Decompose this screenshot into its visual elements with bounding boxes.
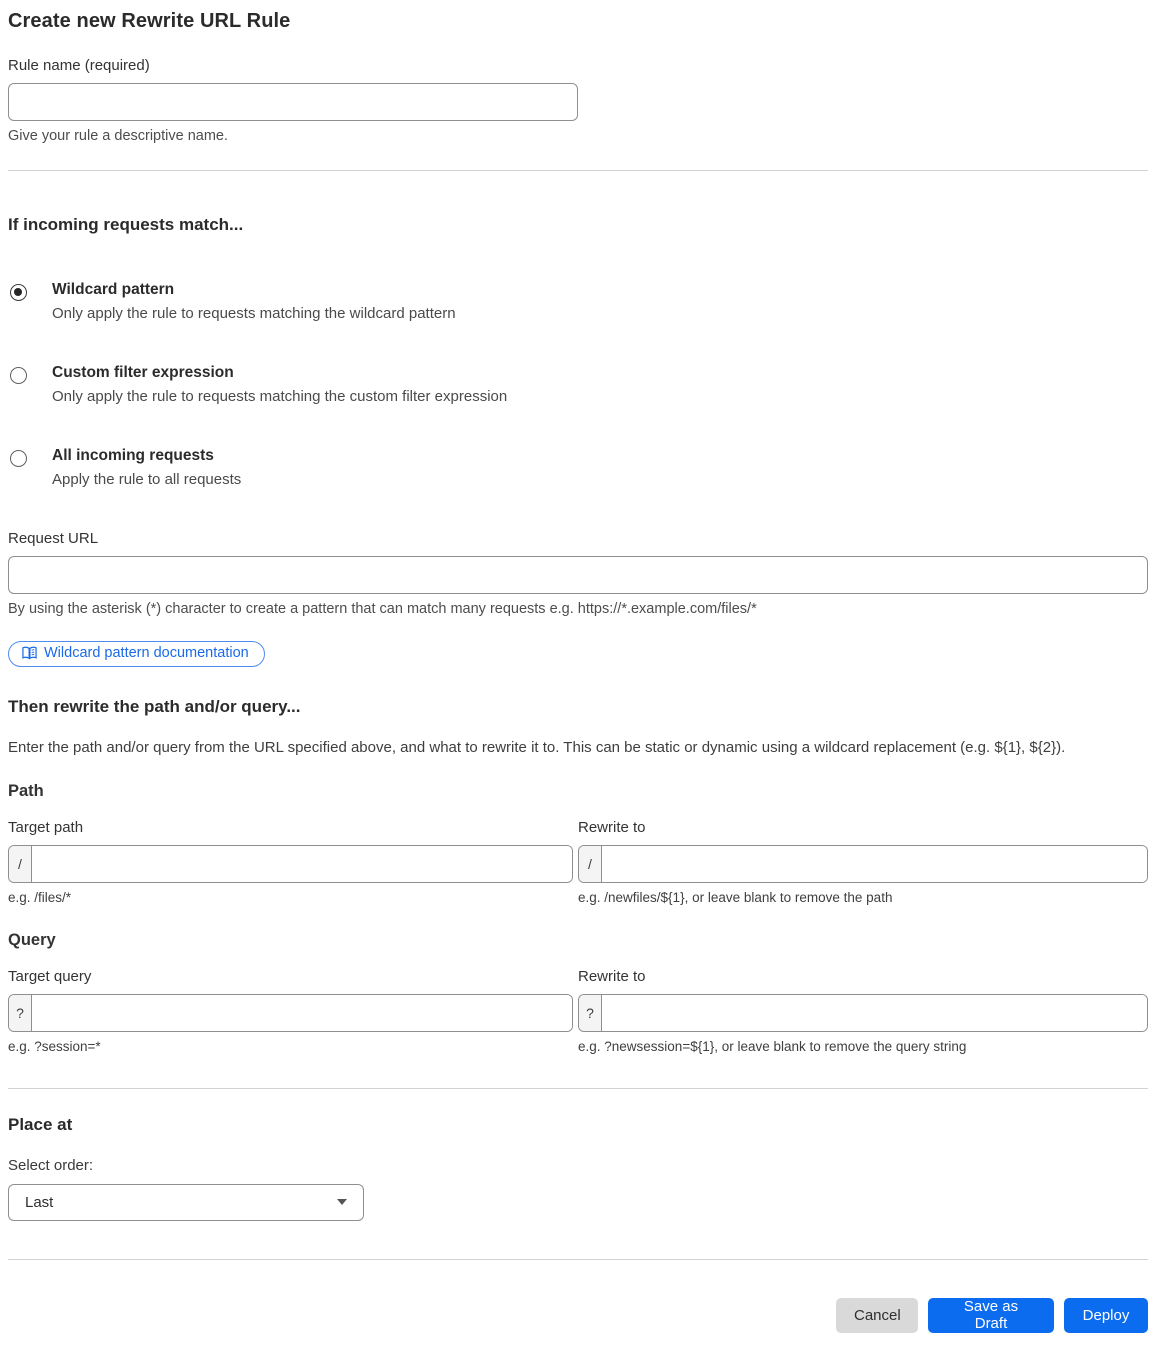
page-title: Create new Rewrite URL Rule bbox=[8, 10, 291, 32]
path-subheading: Path bbox=[8, 781, 44, 800]
radio-description: Apply the rule to all requests bbox=[52, 471, 242, 488]
query-rewrite-input-group bbox=[578, 994, 1148, 1032]
path-prefix: / bbox=[579, 846, 602, 882]
radio-button-icon[interactable] bbox=[10, 284, 27, 301]
wildcard-docs-button-label: Wildcard pattern documentation bbox=[44, 645, 249, 661]
rule-name-label: Rule name (required) bbox=[8, 57, 150, 74]
rewrite-section-heading: Then rewrite the path and/or query... bbox=[8, 696, 301, 716]
request-url-block bbox=[8, 530, 1148, 667]
match-section-heading: If incoming requests match... bbox=[8, 215, 244, 234]
target-query-input-group bbox=[8, 994, 573, 1032]
query-rewrite-help: e.g. ?newsession=${1}, or leave blank to remove the query string bbox=[578, 1038, 967, 1054]
chevron-down-icon bbox=[337, 1199, 347, 1205]
save-as-draft-button[interactable]: Save as Draft bbox=[928, 1298, 1054, 1333]
request-url-help: By using the asterisk (*) character to create a pattern that can match many requests e.g. https://*.example.com/files/* bbox=[8, 601, 757, 617]
path-prefix: / bbox=[9, 846, 32, 882]
query-rewrite-to-label: Rewrite to bbox=[578, 967, 646, 985]
radio-description: Only apply the rule to requests matching the custom filter expression bbox=[52, 388, 508, 405]
radio-option-all-requests[interactable] bbox=[8, 447, 1148, 488]
path-rewrite-input[interactable] bbox=[602, 846, 1147, 882]
divider bbox=[8, 1088, 1148, 1089]
deploy-button[interactable]: Deploy bbox=[1064, 1298, 1148, 1333]
target-path-input[interactable] bbox=[32, 846, 572, 882]
path-rewrite-to-label: Rewrite to bbox=[578, 818, 646, 836]
order-select[interactable] bbox=[8, 1184, 364, 1221]
query-rewrite-input[interactable] bbox=[602, 995, 1147, 1031]
divider bbox=[8, 170, 1148, 171]
path-row bbox=[8, 819, 1148, 905]
query-prefix: ? bbox=[9, 995, 32, 1031]
match-section bbox=[8, 215, 1148, 488]
target-path-help: e.g. /files/* bbox=[8, 889, 72, 905]
rewrite-section bbox=[8, 697, 1148, 1054]
rule-name-help: Give your rule a descriptive name. bbox=[8, 128, 229, 144]
target-query-label: Target query bbox=[8, 967, 92, 985]
target-query-input[interactable] bbox=[32, 995, 572, 1031]
target-query-help: e.g. ?session=* bbox=[8, 1038, 101, 1054]
target-path-label: Target path bbox=[8, 818, 84, 836]
radio-label: Wildcard pattern bbox=[52, 281, 175, 298]
radio-option-custom-filter[interactable] bbox=[8, 364, 1148, 405]
radio-option-wildcard-pattern[interactable] bbox=[8, 281, 1148, 322]
order-select-value: Last bbox=[25, 1193, 54, 1211]
path-rewrite-help: e.g. /newfiles/${1}, or leave blank to remove the path bbox=[578, 889, 893, 905]
place-at-section bbox=[8, 1115, 1148, 1221]
select-order-label: Select order: bbox=[8, 1156, 94, 1174]
cancel-button[interactable]: Cancel bbox=[836, 1298, 918, 1333]
request-url-input[interactable] bbox=[8, 556, 1148, 594]
target-path-input-group bbox=[8, 845, 573, 883]
query-prefix: ? bbox=[579, 995, 602, 1031]
book-icon bbox=[22, 646, 37, 660]
radio-label: All incoming requests bbox=[52, 447, 214, 464]
rule-name-input[interactable] bbox=[8, 83, 578, 121]
footer-actions bbox=[8, 1298, 1148, 1333]
query-subheading: Query bbox=[8, 930, 56, 949]
radio-button-icon[interactable] bbox=[10, 367, 27, 384]
divider bbox=[8, 1259, 1148, 1260]
rewrite-section-description: Enter the path and/or query from the URL specified above, and what to rewrite it to. This can be static or dynamic using a wildcard replacement (e.g. ${1}, ${2}). bbox=[8, 738, 1066, 756]
path-rewrite-input-group bbox=[578, 845, 1148, 883]
radio-button-icon[interactable] bbox=[10, 450, 27, 467]
request-url-label: Request URL bbox=[8, 530, 99, 547]
wildcard-docs-button[interactable] bbox=[8, 641, 265, 667]
radio-label: Custom filter expression bbox=[52, 364, 234, 381]
query-row bbox=[8, 968, 1148, 1054]
place-at-heading: Place at bbox=[8, 1114, 73, 1134]
radio-description: Only apply the rule to requests matching the wildcard pattern bbox=[52, 305, 456, 322]
